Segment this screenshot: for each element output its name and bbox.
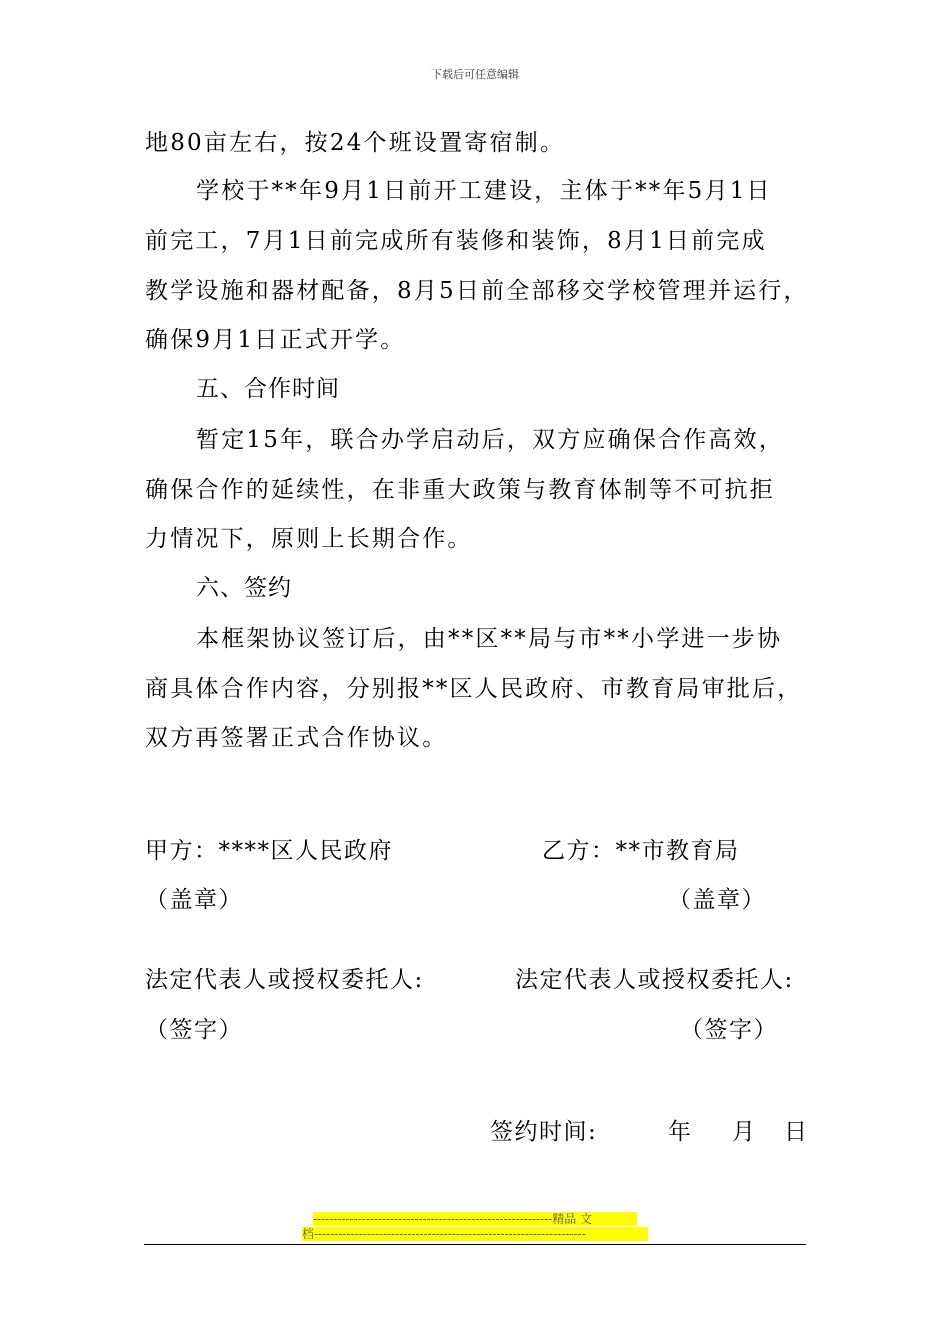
signing-day: 日 — [784, 1119, 809, 1145]
party-b-label: 乙方：**市教育局 — [542, 838, 740, 864]
body-line: 学校于**年9月1日前开工建设，主体于**年5月1日 — [196, 178, 772, 204]
body-line: 本框架协议签订后，由**区**局与市**小学进一步协 — [196, 626, 783, 652]
signing-month: 月 — [732, 1119, 757, 1145]
body-line: 地80亩左右，按24个班设置寄宿制。 — [145, 130, 566, 156]
body-line: 力情况下，原则上长期合作。 — [145, 526, 473, 552]
footer-mark-line2: 档------------------------------------------------------------------- — [302, 1227, 648, 1241]
party-a-seal: （盖章） — [145, 887, 243, 913]
footer-divider — [144, 1244, 806, 1245]
section-heading-signing: 六、签约 — [196, 575, 292, 601]
party-a-label: 甲方：****区人民政府 — [145, 838, 393, 864]
party-b-seal: （盖章） — [668, 887, 766, 913]
signing-year: 年 — [668, 1119, 693, 1145]
section-heading-cooperation-time: 五、合作时间 — [196, 376, 340, 402]
body-line: 教学设施和器材配备，8月5日前全部移交学校管理并运行， — [145, 278, 809, 304]
body-line: 确保合作的延续性，在非重大政策与教育体制等不可抗拒 — [145, 477, 775, 503]
signing-date-label: 签约时间: — [490, 1119, 598, 1145]
body-line: 商具体合作内容，分别报**区人民政府、市教育局审批后， — [145, 676, 803, 702]
header-note: 下载后可任意编辑 — [431, 68, 519, 81]
body-line: 前完工，7月1日前完成所有装修和装饰，8月1日前完成 — [145, 228, 767, 254]
body-line: 暂定15年，联合办学启动后，双方应确保合作高效， — [196, 427, 785, 453]
body-line: 确保9月1日正式开学。 — [145, 327, 406, 353]
party-b-signature: （签字） — [680, 1017, 778, 1043]
footer-mark-line1: -----------------------------------------------------------精品 文 — [313, 1212, 637, 1226]
party-a-signature: （签字） — [145, 1017, 243, 1043]
party-a-representative: 法定代表人或授权委托人: — [145, 967, 424, 993]
body-line: 双方再签署正式合作协议。 — [145, 725, 448, 751]
party-b-representative: 法定代表人或授权委托人: — [515, 967, 794, 993]
